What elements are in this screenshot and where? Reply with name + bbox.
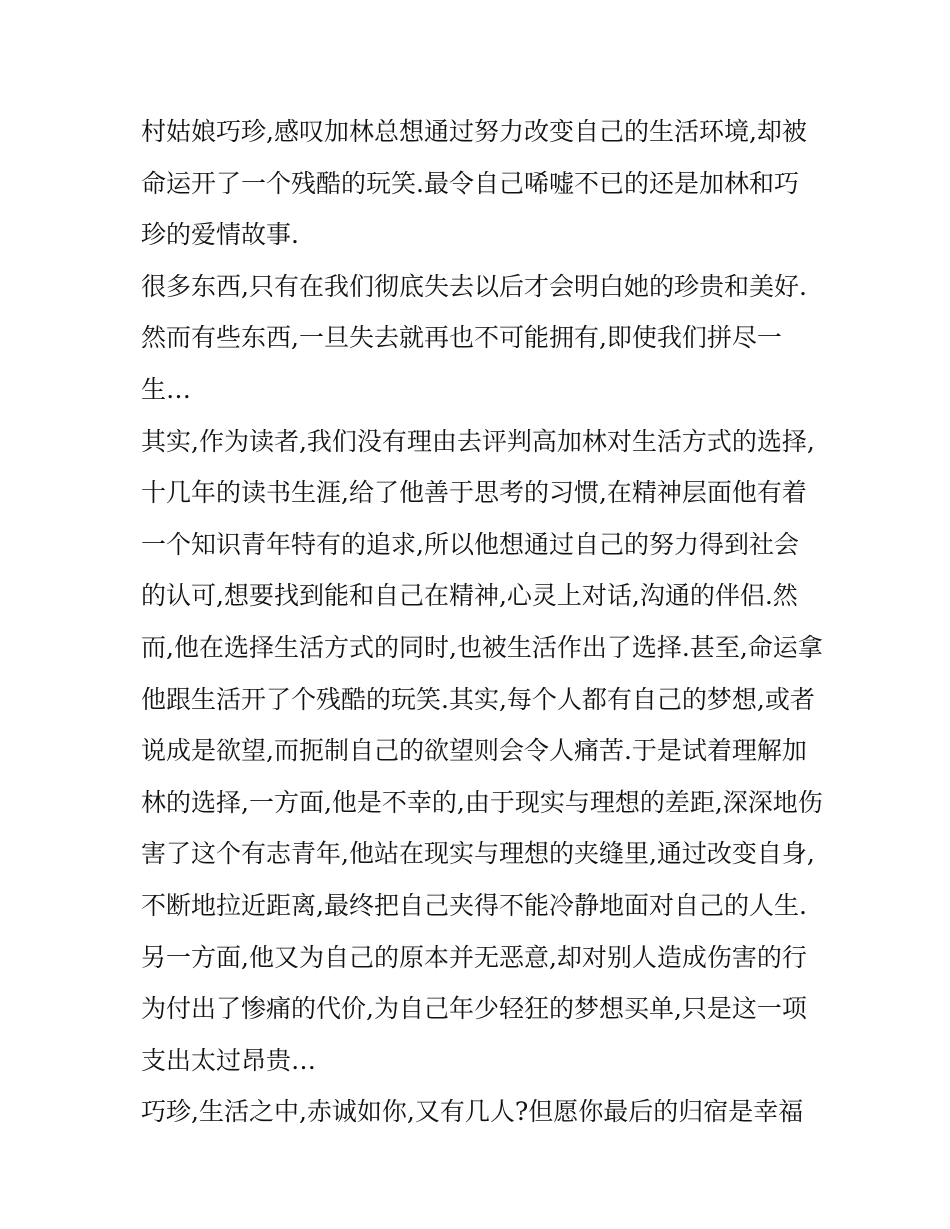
text-line: 他跟生活开了个残酷的玩笑.其实,每个人都有自己的梦想,或者 (141, 684, 815, 714)
text-line: 然而有些东西,一旦失去就再也不可能拥有,即使我们拼尽一 (141, 323, 782, 353)
text-line: 生… (141, 374, 192, 404)
text-line: 一个知识青年特有的追求,所以他想通过自己的努力得到社会 (141, 529, 799, 559)
text-line: 巧珍,生活之中,赤诚如你,又有几人?但愿你最后的归宿是幸福 (141, 1097, 804, 1127)
text-line: 很多东西,只有在我们彻底失去以后才会明白她的珍贵和美好. (141, 271, 807, 301)
text-line: 为付出了惨痛的代价,为自己年少轻狂的梦想买单,只是这一项 (141, 994, 807, 1024)
text-line: 林的选择,一方面,他是不幸的,由于现实与理想的差距,深深地伤 (141, 787, 823, 817)
text-line: 而,他在选择生活方式的同时,也被生活作出了选择.甚至,命运拿 (141, 632, 823, 662)
text-line: 不断地拉近距离,最终把自己夹得不能冷静地面对自己的人生. (141, 890, 807, 920)
text-line: 其实,作为读者,我们没有理由去评判高加林对生活方式的选择, (141, 426, 815, 456)
text-line: 的认可,想要找到能和自己在精神,心灵上对话,沟通的伴侣.然 (141, 581, 798, 611)
text-line: 另一方面,他又为自己的原本并无恶意,却对别人造成伤害的行 (141, 942, 807, 972)
text-line: 命运开了一个残酷的玩笑.最令自己唏嘘不已的还是加林和巧 (141, 168, 799, 198)
text-line: 支出太过昂贵… (141, 1045, 317, 1075)
text-line: 珍的爱情故事. (141, 220, 299, 250)
text-line: 十几年的读书生涯,给了他善于思考的习惯,在精神层面他有着 (141, 478, 807, 508)
text-line: 说成是欲望,而扼制自己的欲望则会令人痛苦.于是试着理解加 (141, 736, 807, 766)
text-line: 害了这个有志青年,他站在现实与理想的夹缝里,通过改变自身, (141, 839, 815, 869)
body-text (141, 106, 821, 1138)
text-line: 村姑娘巧珍,感叹加林总想通过努力改变自己的生活环境,却被 (141, 117, 807, 146)
